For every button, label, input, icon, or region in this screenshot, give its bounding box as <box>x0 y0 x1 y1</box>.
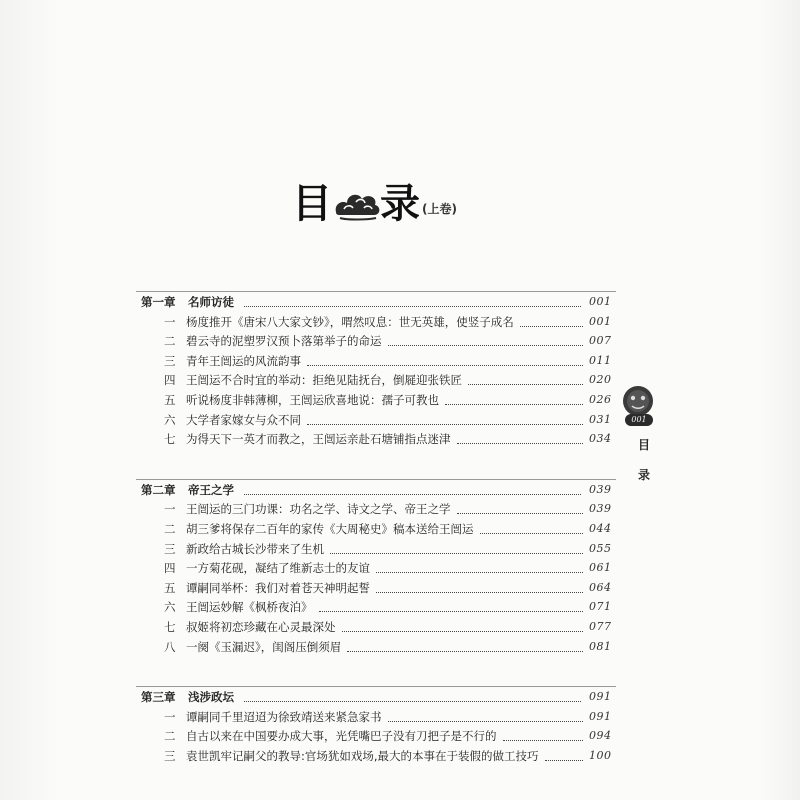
section-index: 七 <box>164 620 176 634</box>
chapter-page-number: 039 <box>589 482 612 496</box>
section-title: 谭嗣同举杯：我们对着苍天神明起誓 <box>186 580 370 595</box>
section-title: 胡三爹将保存二百年的家传《大周秘史》稿本送给王闿运 <box>186 522 474 536</box>
section-page-number: 020 <box>589 373 612 387</box>
dot-leader <box>520 306 583 327</box>
dot-leader <box>307 345 583 366</box>
section-page-number: 061 <box>589 561 612 575</box>
chapter-number: 第一章 <box>141 295 176 309</box>
section-title: 自古以来在中国要办成大事，光凭嘴巴子没有刀把子是不行的 <box>186 729 497 744</box>
section-page-number: 026 <box>589 393 612 406</box>
heading-char-1: 目 <box>292 181 332 227</box>
section-index: 一 <box>164 502 176 517</box>
section-index: 四 <box>164 561 176 576</box>
section-index: 三 <box>164 749 176 763</box>
side-tab <box>617 384 661 494</box>
section-page-number: 031 <box>589 412 612 426</box>
section-index: 二 <box>164 334 176 349</box>
section-page-number: 081 <box>589 639 612 653</box>
section-title: 为得天下一英才而教之，王闿运亲赴石塘铺指点迷津 <box>186 432 451 447</box>
section-title: 青年王闿运的风流韵事 <box>186 353 301 368</box>
dot-leader <box>545 740 583 761</box>
section-page-number: 064 <box>589 580 612 594</box>
cloud-ornament-icon <box>332 188 382 222</box>
dot-leader <box>445 384 583 405</box>
dot-leader <box>457 493 584 514</box>
section-title: 一阕《玉漏迟》，闺阁压倒须眉 <box>186 639 342 654</box>
section-row[interactable] <box>0 351 800 371</box>
section-index: 三 <box>164 353 176 368</box>
section-page-number: 039 <box>589 502 612 516</box>
section-page-number: 007 <box>589 334 612 348</box>
dot-leader <box>457 423 584 444</box>
section-page-number: 055 <box>589 541 612 555</box>
dot-leader <box>319 591 584 612</box>
section-index: 六 <box>164 412 176 427</box>
section-index: 三 <box>164 541 176 556</box>
side-label-2: 录 <box>638 468 651 482</box>
side-page-number: 001 <box>625 414 653 426</box>
section-index: 一 <box>164 709 176 724</box>
section-page-number: 071 <box>589 600 612 614</box>
chapter-number: 第三章 <box>141 690 176 705</box>
section-title: 杨度推开《唐宋八大家文钞》，喟然叹息：世无英雄，使竖子成名 <box>186 314 514 329</box>
toc-heading <box>292 180 512 240</box>
section-page-number: 011 <box>589 353 612 367</box>
section-page-number: 091 <box>589 709 612 723</box>
section-page-number: 100 <box>589 749 612 762</box>
section-title: 王闿运不合时宜的举动：拒绝见陆抚台，倒屣迎张铁匠 <box>186 373 462 388</box>
section-index: 五 <box>164 393 176 407</box>
section-index: 二 <box>164 522 176 536</box>
section-index: 四 <box>164 373 176 388</box>
section-title: 大学者家嫁女与众不同 <box>186 412 301 427</box>
section-page-number: 077 <box>589 620 612 633</box>
section-index: 五 <box>164 580 176 595</box>
dot-leader <box>342 611 584 632</box>
dot-leader <box>244 474 581 495</box>
dot-leader <box>244 286 581 307</box>
section-row[interactable] <box>0 746 800 766</box>
section-row[interactable] <box>0 410 800 430</box>
dot-leader <box>347 631 583 652</box>
chapter-row[interactable] <box>0 480 800 500</box>
dot-leader <box>468 364 583 385</box>
section-page-number: 034 <box>589 432 612 446</box>
section-row[interactable] <box>0 707 800 727</box>
dot-leader <box>388 701 584 722</box>
section-index: 七 <box>164 432 176 447</box>
section-row[interactable] <box>0 429 800 449</box>
side-label-1: 目 <box>638 438 651 452</box>
section-title: 叔姬将初恋珍藏在心灵最深处 <box>186 620 336 634</box>
section-page-number: 044 <box>589 522 612 535</box>
section-row[interactable] <box>0 370 800 390</box>
section-title: 一方菊花砚，凝结了维新志士的友谊 <box>186 561 370 576</box>
section-row[interactable] <box>0 499 800 519</box>
section-row[interactable] <box>0 726 800 746</box>
section-index: 一 <box>164 314 176 329</box>
chapter-title: 名师访徒 <box>188 295 234 309</box>
dot-leader <box>244 681 581 702</box>
section-title: 听说杨度非韩薄柳，王闿运欣喜地说：孺子可教也 <box>186 393 439 407</box>
section-title: 王闿运的三门功课：功名之学、诗文之学、帝王之学 <box>186 502 451 517</box>
section-title: 碧云寺的泥塑罗汉预卜落第举子的命运 <box>186 334 382 349</box>
section-index: 八 <box>164 639 176 654</box>
chapter-page-number: 091 <box>589 690 612 704</box>
dot-leader <box>376 552 583 573</box>
dot-leader <box>307 404 583 425</box>
section-index: 六 <box>164 600 176 615</box>
section-page-number: 094 <box>589 729 612 743</box>
volume-label: (上卷) <box>422 202 457 216</box>
chapter-title: 帝王之学 <box>188 482 234 497</box>
dot-leader <box>376 572 583 593</box>
dot-leader <box>388 325 584 346</box>
dot-leader <box>503 720 584 741</box>
chapter-row[interactable] <box>0 292 800 312</box>
section-title: 谭嗣同千里迢迢为徐致靖送来紧急家书 <box>186 709 382 724</box>
chapter-number: 第二章 <box>141 482 176 497</box>
section-title: 新政给古城长沙带来了生机 <box>186 541 324 556</box>
heading-char-2: 录 <box>380 181 420 227</box>
section-row[interactable] <box>0 637 800 657</box>
chapter-title: 浅涉政坛 <box>188 690 234 705</box>
section-index: 二 <box>164 729 176 744</box>
section-page-number: 001 <box>589 314 612 328</box>
dot-leader <box>480 513 584 534</box>
section-title: 王闿运妙解《枫桥夜泊》 <box>186 600 313 615</box>
dot-leader <box>330 533 583 554</box>
section-title: 袁世凯牢记嗣父的教导:官场犹如戏场,最大的本事在于装假的做工技巧 <box>186 749 539 763</box>
chapter-page-number: 001 <box>589 295 612 308</box>
